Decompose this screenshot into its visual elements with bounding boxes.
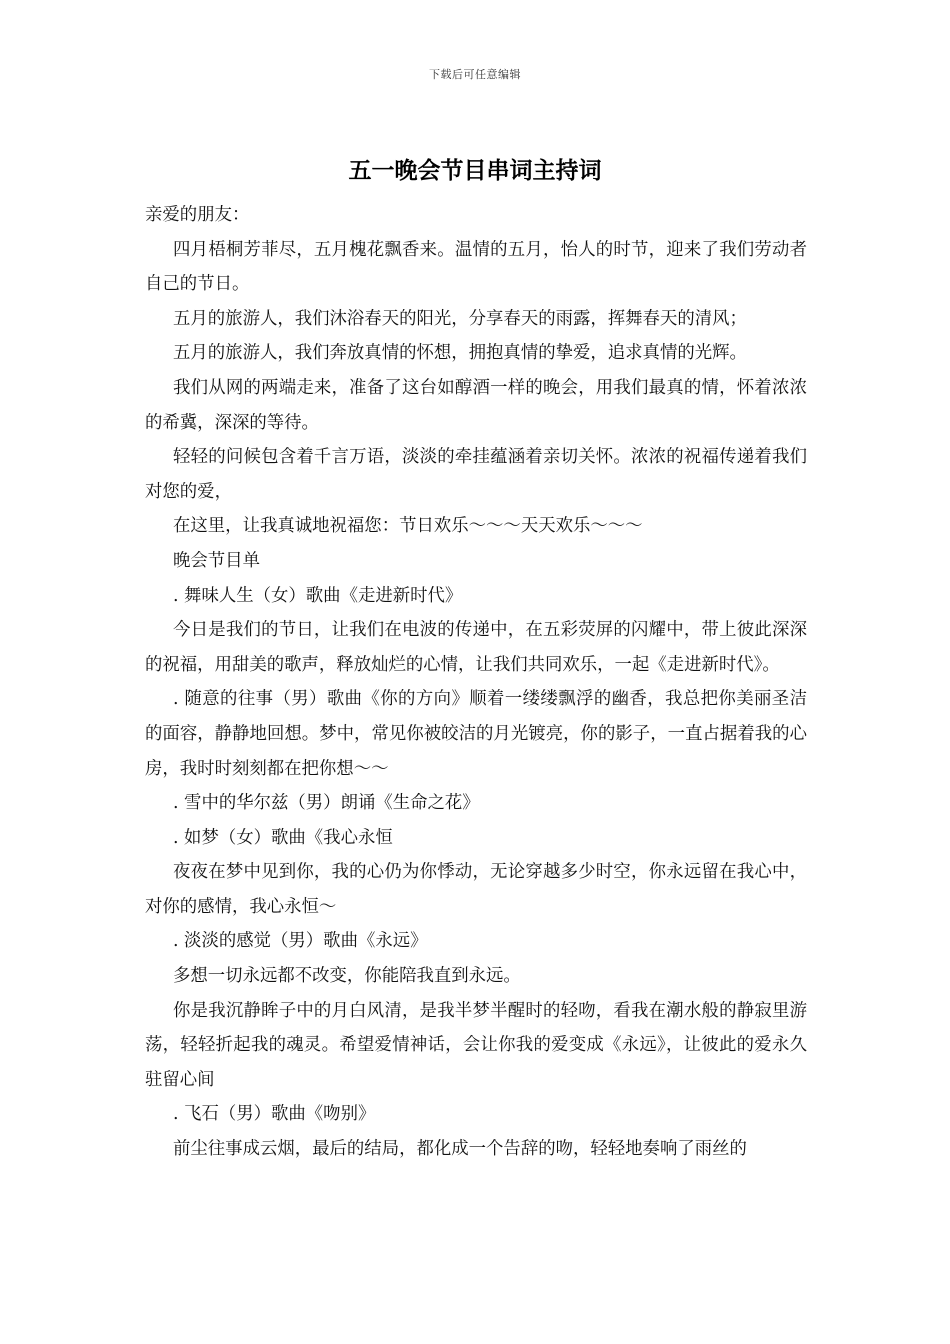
paragraph: 你是我沉静眸子中的月白风清，是我半梦半醒时的轻吻，看我在潮水般的静寂里游荡，轻轻折起我的魂灵。希望爱情神话，会让你我的爱变成《永远》，让彼此的爱永久驻留心间 (145, 1000, 807, 1090)
paragraph: 五月的旅游人，我们奔放真情的怀想，拥抱真情的挚爱，追求真情的光辉。 (173, 343, 747, 364)
paragraph: 前尘往事成云烟，最后的结局，都化成一个告辞的吻，轻轻地奏响了雨丝的 (173, 1139, 747, 1160)
paragraph: . 如梦（女）歌曲《我心永恒 (173, 827, 393, 848)
paragraph: . 飞石（男）歌曲《吻别》 (173, 1104, 376, 1125)
paragraph: 夜夜在梦中见到你，我的心仍为你悸动，无论穿越多少时空，你永远留在我心中，对你的感情，我心永恒～ (145, 862, 807, 917)
paragraph: 多想一切永远都不改变，你能陪我直到永远。 (173, 966, 521, 987)
paragraph: 在这里，让我真诚地祝福您：节日欢乐～～～天天欢乐～～～ (173, 516, 643, 537)
paragraph: 晚会节目单 (173, 550, 260, 571)
paragraph: 我们从网的两端走来，准备了这台如醇酒一样的晚会，用我们最真的情，怀着浓浓的希冀，深深的等待。 (145, 377, 807, 433)
paragraph: 亲爱的朋友： (145, 205, 250, 225)
document-body (145, 198, 807, 1167)
paragraph: . 舞味人生（女）歌曲《走进新时代》 (173, 585, 463, 606)
paragraph: 四月梧桐芳菲尽，五月槐花飘香来。温情的五月，怡人的时节，迎来了我们劳动者自己的节日。 (145, 239, 807, 295)
paragraph: 五月的旅游人，我们沐浴春天的阳光，分享春天的雨露，挥舞春天的清风； (173, 308, 747, 329)
header-note: 下载后可任意编辑 (429, 68, 521, 81)
document-title: 五一晚会节目串词主持词 (348, 157, 602, 184)
paragraph: . 淡淡的感觉（男）歌曲《永远》 (173, 931, 428, 952)
paragraph: 轻轻的问候包含着千言万语，淡淡的牵挂蕴涵着亲切关怀。浓浓的祝福传递着我们对您的爱， (145, 447, 807, 502)
paragraph: 今日是我们的节日，让我们在电波的传递中，在五彩荧屏的闪耀中，带上彼此深深的祝福，用甜美的歌声，释放灿烂的心情，让我们共同欢乐，一起《走进新时代》。 (145, 620, 807, 675)
paragraph: . 随意的往事（男）歌曲《你的方向》顺着一缕缕飘浮的幽香，我总把你美丽圣洁的面容，静静地回想。梦中，常见你被皎洁的月光镀亮，你的影子，一直占据着我的心房，我时时刻刻都在把你想～～ (145, 689, 807, 779)
paragraph: . 雪中的华尔兹（男）朗诵《生命之花》 (173, 793, 480, 814)
